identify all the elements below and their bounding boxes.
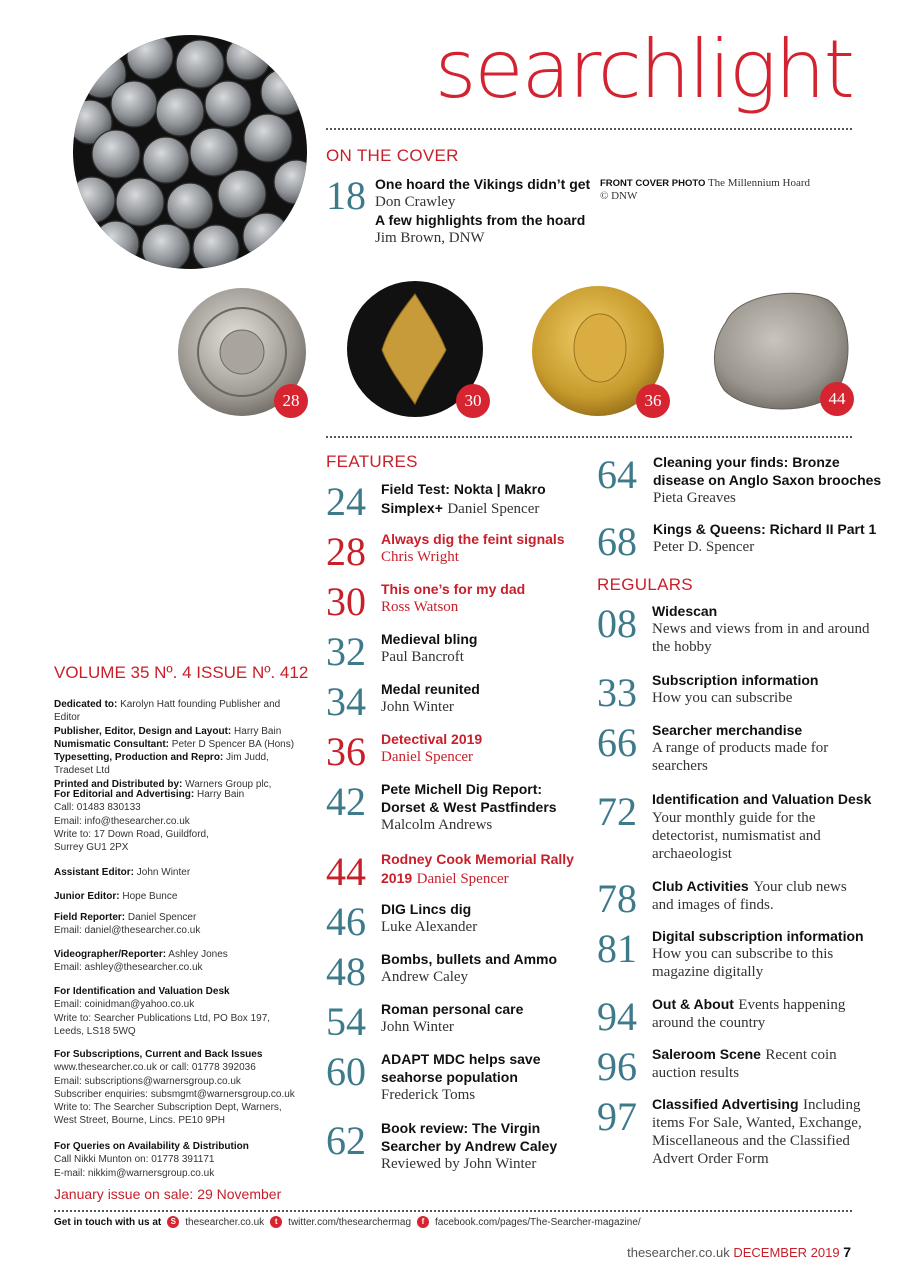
feature-right-author: Pieta Greaves: [653, 490, 736, 506]
regular-title: Classified Advertising: [652, 1096, 799, 1112]
feature-title: Field Test: Nokta | Makro Simplex+: [381, 481, 546, 516]
regular-page-number[interactable]: 96: [597, 1044, 637, 1089]
divider: [326, 128, 852, 130]
feature-page-number[interactable]: 34: [326, 679, 366, 724]
feature-entry[interactable]: [381, 480, 581, 518]
coin-36[interactable]: [530, 284, 666, 423]
credits-junior-editor: Junior Editor: Hope Bunce: [54, 891, 178, 902]
regular-entry[interactable]: [652, 877, 872, 914]
regular-desc: A range of products made for searchers: [652, 740, 829, 774]
feature-page-number[interactable]: 30: [326, 579, 366, 624]
feature-title: Medal reunited: [381, 681, 480, 697]
feature-page-number[interactable]: 36: [326, 729, 366, 774]
videographer-email[interactable]: Email: ashley@thesearcher.co.uk: [54, 962, 203, 974]
feature-right-title: Kings & Queens: Richard II Part 1: [653, 521, 877, 537]
on-sale-notice: January issue on sale: 29 November: [54, 1186, 282, 1202]
feature-right-entry[interactable]: [653, 520, 883, 556]
credits-videographer: Videographer/Reporter: Ashley Jones Email: ashley@thesearcher.co.uk: [54, 949, 228, 974]
regular-desc: Your club news and images of finds.: [652, 879, 847, 913]
feature-author: Paul Bancroft: [381, 649, 464, 665]
coin-badge-44: 44: [820, 382, 854, 416]
feature-page-number[interactable]: 54: [326, 999, 366, 1044]
feature-author: Reviewed by John Winter: [381, 1156, 537, 1172]
feature-entry[interactable]: [381, 1119, 581, 1173]
feature-entry[interactable]: [381, 780, 581, 834]
regular-entry[interactable]: [652, 995, 872, 1032]
regular-entry[interactable]: [652, 602, 872, 656]
distribution-email[interactable]: E-mail: nikkim@warnersgroup.co.uk: [54, 1167, 215, 1179]
regular-title: Searcher merchandise: [652, 722, 803, 738]
feature-entry[interactable]: [381, 630, 581, 666]
regular-page-number[interactable]: 94: [597, 994, 637, 1039]
regular-title: Out & About: [652, 996, 734, 1012]
regulars-heading: REGULARS: [597, 575, 693, 594]
coin-badge-30: 30: [456, 384, 490, 418]
feature-page-number[interactable]: 32: [326, 629, 366, 674]
feature-right-page-number[interactable]: 64: [597, 452, 637, 497]
regular-desc: Recent coin auction results: [652, 1047, 837, 1081]
footer-intro: Get in touch with us at: [54, 1216, 162, 1228]
regular-title: Identification and Valuation Desk: [652, 791, 872, 807]
regular-desc: Including items For Sale, Wanted, Exchange, Miscellaneous and the Classified Advert Order Form: [652, 1097, 862, 1167]
twitter-icon: t: [270, 1216, 282, 1228]
feature-entry[interactable]: [381, 1000, 581, 1036]
feature-author: Chris Wright: [381, 549, 459, 565]
feature-title: DIG Lincs dig: [381, 901, 472, 917]
regular-page-number[interactable]: 81: [597, 926, 637, 971]
subscriber-enquiries[interactable]: Subscriber enquiries: subsmgmt@warnersgroup.co.uk: [54, 1088, 295, 1100]
regular-entry[interactable]: [652, 790, 872, 863]
coin-28[interactable]: [176, 286, 308, 423]
feature-page-number[interactable]: 44: [326, 849, 366, 894]
credit-line: Numismatic Consultant: Peter D Spencer BA (Hons): [54, 738, 295, 750]
cover-author-1: Don Crawley: [375, 194, 456, 210]
feature-author: Frederick Toms: [381, 1087, 476, 1103]
valuation-email[interactable]: Email: coinidman@yahoo.co.uk: [54, 999, 195, 1011]
regular-desc: How you can subscribe to this magazine digitally: [652, 946, 834, 980]
footer-twitter-link[interactable]: twitter.com/thesearchermag: [288, 1216, 411, 1228]
masthead: [434, 23, 853, 116]
feature-entry[interactable]: [381, 580, 581, 616]
feature-entry[interactable]: [381, 530, 581, 566]
feature-right-page-number[interactable]: 68: [597, 519, 637, 564]
regular-entry[interactable]: [652, 1095, 872, 1168]
credits-editorial: For Editorial and Advertising: Harry Bain Call: 01483 830133 Email: info@thesearcher.co.uk Write to: 17 Down Road, Guildford, Surrey GU1 2PX: [54, 788, 304, 854]
regular-page-number[interactable]: 66: [597, 720, 637, 765]
facebook-icon: f: [417, 1216, 429, 1228]
searcher-icon: S: [167, 1216, 179, 1228]
feature-title: Roman personal care: [381, 1001, 524, 1017]
credits-block-1: [54, 698, 304, 791]
masthead-light: light: [688, 23, 853, 116]
regular-entry[interactable]: [652, 1045, 872, 1082]
feature-author: Luke Alexander: [381, 919, 478, 935]
footer-website-link[interactable]: thesearcher.co.uk: [185, 1216, 265, 1228]
regular-entry[interactable]: [652, 721, 872, 775]
front-cover-photo-credit: [600, 177, 820, 203]
regular-page-number[interactable]: 08: [597, 601, 637, 646]
regular-page-number[interactable]: 33: [597, 670, 637, 715]
feature-title: Always dig the feint signals: [381, 531, 565, 547]
footer-facebook-link[interactable]: facebook.com/pages/The-Searcher-magazine/: [435, 1216, 641, 1228]
cover-title-1: One hoard the Vikings didn’t get: [375, 176, 591, 192]
feature-author: John Winter: [381, 1019, 454, 1035]
feature-page-number[interactable]: 60: [326, 1049, 366, 1094]
volume-issue: VOLUME 35 Nº. 4 ISSUE Nº. 412: [54, 663, 309, 682]
photo-caption: The Millennium Hoard © DNW: [600, 177, 810, 202]
credit-line: Typesetting, Production and Repro: Jim Judd, Tradeset Ltd: [54, 752, 269, 777]
regular-desc: How you can subscribe: [652, 690, 793, 706]
page-footer: [627, 1244, 851, 1260]
feature-author: Daniel Spencer: [416, 871, 509, 887]
regular-title: Digital subscription information: [652, 928, 864, 944]
regular-entry[interactable]: [652, 671, 872, 707]
regular-desc: Your monthly guide for the detectorist, numismatist and archaeologist: [652, 810, 821, 862]
credits-assistant-editor: Assistant Editor: John Winter: [54, 867, 191, 878]
feature-page-number[interactable]: 24: [326, 479, 366, 524]
feature-entry[interactable]: [381, 950, 581, 986]
divider: [326, 436, 852, 438]
credit-line: Dedicated to: Karolyn Hatt founding Publisher and Editor: [54, 699, 281, 724]
feature-title: Rodney Cook Memorial Rally 2019: [381, 851, 574, 886]
feature-title: This one’s for my dad: [381, 581, 526, 597]
regular-page-number[interactable]: 97: [597, 1094, 637, 1139]
regular-title: Widescan: [652, 603, 718, 619]
feature-title: Detectival 2019: [381, 731, 483, 747]
regular-desc: Events happening around the country: [652, 997, 846, 1031]
footer-divider: [54, 1210, 852, 1212]
regular-title: Club Activities: [652, 878, 749, 894]
feature-author: Daniel Spencer: [381, 749, 474, 765]
subscriptions-email[interactable]: Email: subscriptions@warnersgroup.co.uk: [54, 1075, 241, 1087]
page-footer-issue: DECEMBER 2019: [733, 1245, 840, 1260]
regular-desc: News and views from in and around the hobby: [652, 621, 870, 655]
cover-author-2: Jim Brown, DNW: [375, 230, 485, 246]
page-footer-site[interactable]: thesearcher.co.uk: [627, 1245, 730, 1260]
feature-entry[interactable]: [381, 900, 581, 936]
features-heading: FEATURES: [326, 452, 418, 471]
feature-title: ADAPT MDC helps save seahorse population: [381, 1051, 541, 1085]
feature-entry[interactable]: [381, 680, 581, 716]
feature-author: Daniel Spencer: [447, 501, 540, 517]
photo-label: FRONT COVER PHOTO: [600, 178, 706, 189]
regular-entry[interactable]: [652, 927, 872, 981]
feature-page-number[interactable]: 62: [326, 1118, 366, 1163]
feature-title: Book review: The Virgin Searcher by Andrew Caley: [381, 1120, 558, 1154]
feature-title: Pete Michell Dig Report: Dorset & West Pastfinders: [381, 781, 557, 815]
coin-44[interactable]: [708, 286, 854, 421]
cover-page-number[interactable]: 18: [326, 173, 366, 218]
credits-distribution: For Queries on Availability & Distribution Call Nikki Munton on: 01778 391171 E-mail: nikkim@warnersgroup.co.uk: [54, 1141, 249, 1179]
subscriptions-web[interactable]: www.thesearcher.co.uk or call: 01778 392036: [54, 1062, 256, 1074]
regular-page-number[interactable]: 72: [597, 789, 637, 834]
feature-page-number[interactable]: 48: [326, 949, 366, 994]
coin-badge-28: 28: [274, 384, 308, 418]
field-reporter-email[interactable]: Email: daniel@thesearcher.co.uk: [54, 925, 201, 937]
feature-right-author: Peter D. Spencer: [653, 539, 755, 555]
feature-author: John Winter: [381, 699, 454, 715]
cover-story[interactable]: [375, 175, 595, 247]
feature-entry[interactable]: [381, 730, 581, 766]
credit-line: Publisher, Editor, Design and Layout: Harry Bain: [54, 725, 282, 737]
editorial-email[interactable]: Email: info@thesearcher.co.uk: [54, 815, 190, 827]
feature-page-number[interactable]: 46: [326, 899, 366, 944]
cover-title-2: A few highlights from the hoard: [375, 212, 586, 228]
feature-page-number[interactable]: 42: [326, 779, 366, 824]
regular-title: Subscription information: [652, 672, 819, 688]
regular-title: Saleroom Scene: [652, 1046, 761, 1062]
credit-line: Printed and Distributed by: Warners Group plc,: [54, 778, 272, 790]
credits-field-reporter: Field Reporter: Daniel Spencer Email: daniel@thesearcher.co.uk: [54, 912, 201, 937]
coin-30[interactable]: [346, 280, 484, 423]
regular-page-number[interactable]: 78: [597, 876, 637, 921]
feature-author: Ross Watson: [381, 599, 459, 615]
masthead-search: search: [434, 23, 689, 116]
on-the-cover-heading: ON THE COVER: [326, 146, 459, 165]
feature-page-number[interactable]: 28: [326, 529, 366, 574]
coin-badge-36: 36: [636, 384, 670, 418]
feature-right-title: Cleaning your finds: Bronze disease on Anglo Saxon brooches: [653, 454, 882, 488]
feature-entry[interactable]: [381, 850, 581, 888]
feature-entry[interactable]: [381, 1050, 581, 1104]
feature-title: Bombs, bullets and Ammo: [381, 951, 558, 967]
feature-author: Malcolm Andrews: [381, 817, 493, 833]
footer-contact: [54, 1216, 641, 1228]
feature-title: Medieval bling: [381, 631, 478, 647]
feature-right-entry[interactable]: [653, 453, 883, 507]
credits-subscriptions: For Subscriptions, Current and Back Issues www.thesearcher.co.uk or call: 01778 392036 Email: subscriptions@warnersgroup.co.uk Subscriber enquiries: subsmgmt@warnersgroup.co.uk Write to: The Searcher Subscription Dept, Warners, West Street, Bourne, Lincs. PE10 9PH: [54, 1049, 295, 1127]
page-number: 7: [843, 1244, 851, 1260]
credits-valuation-desk: For Identification and Valuation Desk Email: coinidman@yahoo.co.uk Write to: Searcher Publications Ltd, PO Box 197, Leeds, LS18 5WQ: [54, 986, 271, 1037]
feature-author: Andrew Caley: [381, 969, 469, 985]
hoard-photo: [72, 34, 308, 270]
